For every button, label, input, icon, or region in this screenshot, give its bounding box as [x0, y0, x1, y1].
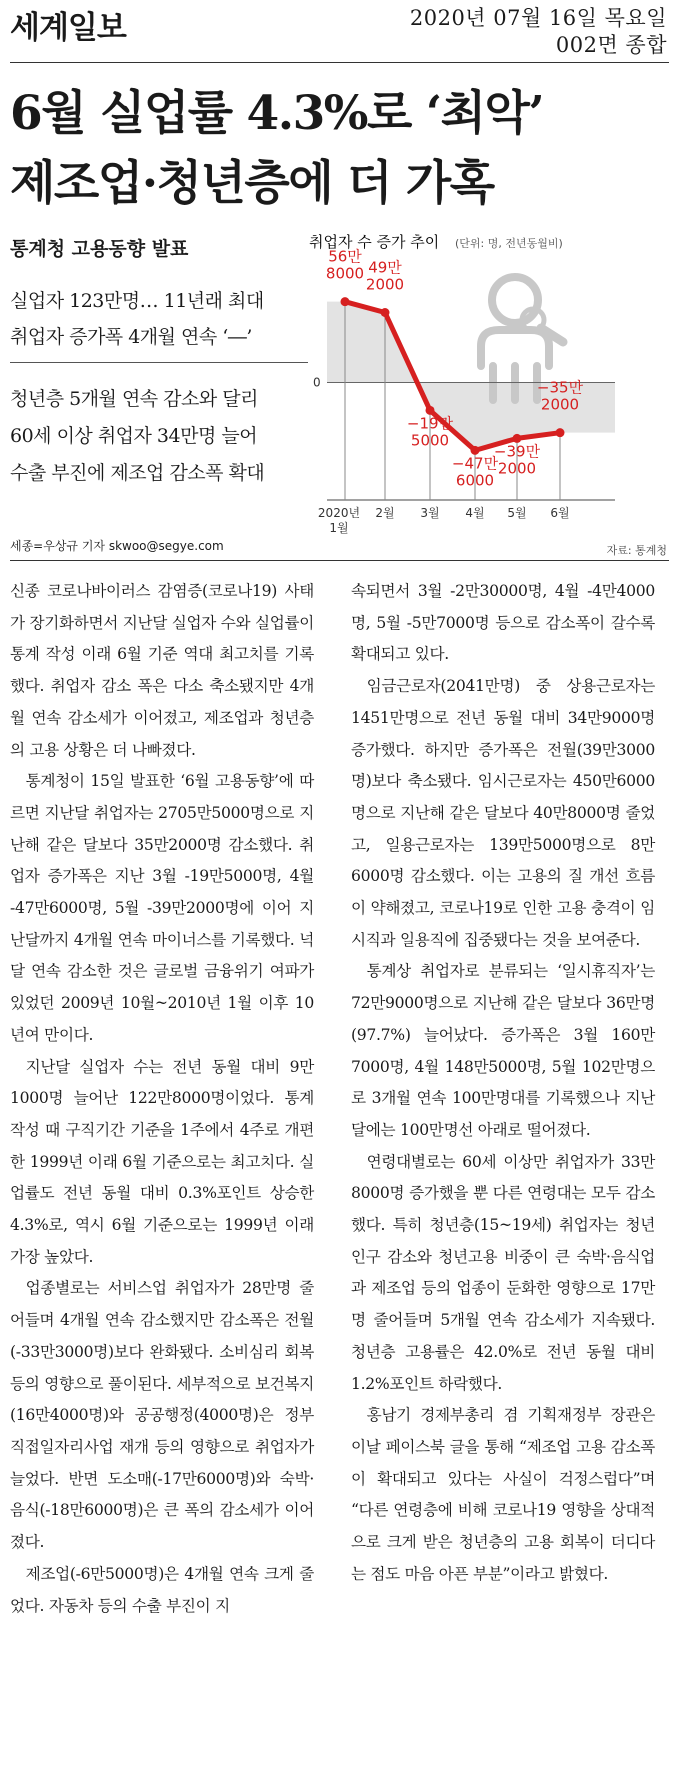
chart-data-label: −39만 2000 [493, 442, 541, 478]
byline: 세종=우상규 기자 skwoo@segye.com [10, 539, 224, 553]
chart-x-tick-label: 6월 [550, 506, 570, 520]
chart-x-labels [318, 505, 570, 535]
body-column-right [351, 576, 655, 1591]
chart-x-tick-label: 3월 [420, 506, 440, 520]
body-paragraph: 연령대별로는 60세 이상만 취업자가 33만8000명 증가했을 뿐 다른 연령대는 모두 감소했다. 특히 청년층(15~19세) 취업자는 청년인구 감소와 청년고용 비중이 큰 숙박·음식업과 제조업 등의 업종이 둔화한 영향으로 17만명 줄어들며 5개월 연속 감소세가 지속됐다. 청년층 고용률은 42.0%로 전년 동월 대비 1.2%포인트 하락했다. [351, 1152, 655, 1393]
body-paragraph: 홍남기 경제부총리 겸 기획재정부 장관은 이날 페이스북 글을 통해 “제조업 고용 감소폭이 확대되고 있다는 사실이 걱정스럽다”며 “다른 연령층에 비해 코로나19 영향을 상대적으로 크게 받은 청년층의 고용 회복이 더디다는 점도 마음 아픈 부분”이라고 밝혔다. [351, 1406, 655, 1583]
chart-data-label: −47만 6000 [451, 454, 499, 490]
byline-rule [10, 560, 669, 561]
chart-x-tick-label: 2월 [375, 506, 395, 520]
employment-chart [305, 228, 675, 560]
chart-data-label: 56만 8000 [325, 247, 365, 283]
masthead: 세계일보 [10, 10, 126, 46]
chart-x-tick-label: 2020년 1월 [317, 506, 361, 535]
body-paragraph: 임금근로자(2041만명) 중 상용근로자는 1451만명으로 전년 동월 대비 34만9000명 증가했다. 하지만 증가폭은 전월(39만3000명)보다 축소됐다. 임시근로자는 450만6000명으로 지난해 같은 달보다 40만8000명 줄었고, 일용근로자는 139만5000명으로 8만6000명 감소했다. 이는 고용의 질 개선 흐름이 약해졌고, 코로나19로 인한 고용 충격이 임시직과 일용직에 집중됐다는 것을 보여준다. [351, 677, 655, 949]
body-paragraph: 속되면서 3월 -2만30000명, 4월 -4만4000명, 5월 -5만7000명 등으로 감소폭이 갈수록 확대되고 있다. [351, 582, 655, 664]
chart-area-fill [327, 302, 615, 451]
headline-line-2: 제조업·청년층에 더 가혹 [10, 156, 494, 211]
kicker: 통계청 고용동향 발표 [10, 238, 189, 260]
chart-data-label: −35만 2000 [536, 378, 584, 414]
subhead-1: 실업자 123만명… 11년래 최대 [10, 290, 264, 312]
chart-point [556, 428, 565, 437]
body-column-left [10, 576, 314, 1622]
chart-source: 자료: 통계청 [606, 544, 667, 557]
body-paragraph: 지난달 실업자 수는 전년 동월 대비 9만1000명 늘어난 122만8000명이었다. 통계 작성 때 구직기간 기준을 1주에서 4주로 개편한 1999년 이래 6월 기준으로는 최고치다. 실업률도 전년 동월 대비 0.3%포인트 상승한 4.3%로, 역시 6월 기준으로는 1999년 이래 가장 높았다. [10, 1057, 314, 1266]
subhead-4: 60세 이상 취업자 34만명 늘어 [10, 425, 258, 447]
chart-data-label: 49만 2000 [365, 258, 405, 294]
body-paragraph: 통계상 취업자로 분류되는 ‘일시휴직자’는 72만9000명으로 지난해 같은 달보다 36만명(97.7%) 늘어났다. 증가폭은 3월 160만7000명, 4월 148만5000명, 5월 102만명으로 3개월 연속 100만명대를 기록했으나 지난달에는 100만명선 아래로 떨어졌다. [351, 962, 655, 1139]
date-line: 2020년 07월 16일 목요일 [409, 6, 667, 30]
chart-x-tick-label: 5월 [507, 506, 527, 520]
body-paragraph: 통계청이 15일 발표한 ‘6월 고용동향’에 따르면 지난달 취업자는 2705만5000명으로 지난해 같은 달보다 35만2000명 감소했다. 취업자 증가폭은 지난 3월 -19만5000명, 4월 -47만6000명, 5월 -39만2000명에 이어 지난달까지 4개월 연속 마이너스를 기록했다. 넉 달 연속 감소한 것은 글로벌 금융위기 여파가 있었던 2009년 10월~2010년 1월 이후 10년여 만이다. [10, 772, 314, 1044]
subhead-3: 청년층 5개월 연속 감소와 달리 [10, 388, 258, 410]
masthead-rule [10, 62, 669, 63]
headline-line-1: 6월 실업률 4.3%로 ‘최악’ [10, 86, 544, 141]
chart-zero-label: 0 [313, 375, 321, 390]
chart-point [381, 308, 390, 317]
subhead-divider [10, 362, 308, 363]
body-paragraph: 제조업(-6만5000명)은 4개월 연속 크게 줄었다. 자동차 등의 수출 부진이 지 [10, 1564, 314, 1615]
subhead-5: 수출 부진에 제조업 감소폭 확대 [10, 462, 265, 484]
chart-data-label: −19만 5000 [406, 414, 454, 450]
body-paragraph: 업종별로는 서비스업 취업자가 28만명 줄어들며 4개월 연속 감소했지만 감소폭은 전월(-33만3000명)보다 완화됐다. 소비심리 회복 등의 영향으로 풀이된다. 세부적으로 보건복지(16만4000명)와 공공행정(4000명)은 정부 직접일자리사업 재개 등의 영향으로 취업자가 늘었다. 반면 도소매(-17만6000명)와 숙박·음식(-18만6000명)은 큰 폭의 감소세가 이어졌다. [10, 1279, 314, 1552]
chart-unit-note: (단위: 명, 전년동월비) [455, 237, 563, 250]
subhead-2: 취업자 증가폭 4개월 연속 ‘―’ [10, 326, 252, 348]
page-line: 002면 종합 [555, 33, 667, 57]
chart-x-tick-label: 4월 [465, 506, 485, 520]
body-paragraph: 신종 코로나바이러스 감염증(코로나19) 사태가 장기화하면서 지난달 실업자 수와 실업률이 통계 작성 이래 6월 기준 역대 최고치를 기록했다. 취업자 감소 폭은 다소 축소됐지만 4개월 연속 감소세가 이어졌고, 제조업과 청년층의 고용 상황은 더 나빠졌다. [10, 582, 314, 759]
chart-title: 취업자 수 증가 추이 [309, 233, 440, 251]
chart-point [341, 297, 350, 306]
